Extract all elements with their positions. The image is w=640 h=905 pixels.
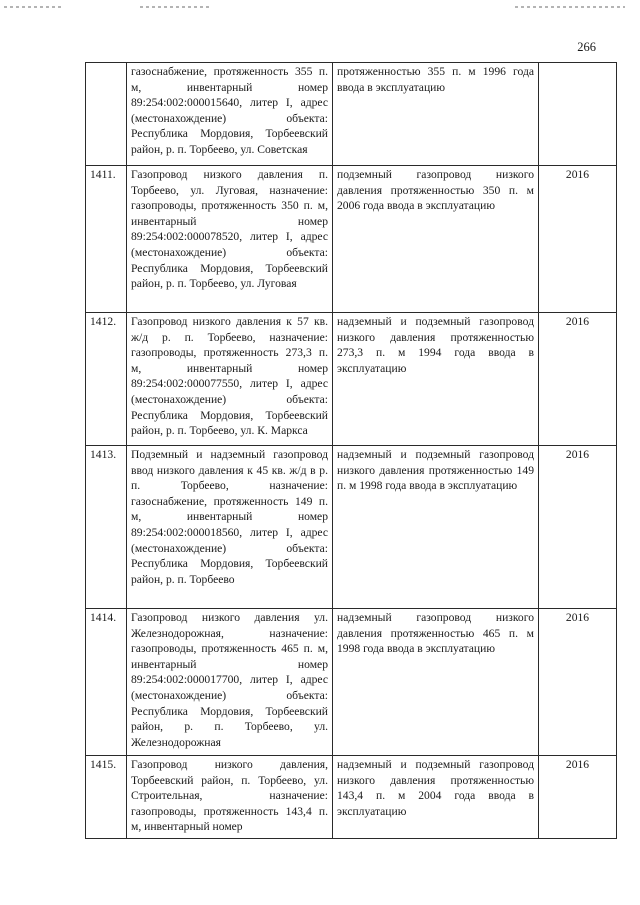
page-number: 266 [577,40,596,54]
object-characteristics: надземный и подземный газопровод низкого давления протяженностью 143,4 п. м 2004 года ввода в эксплуатацию [333,756,539,839]
row-number: 1415. [86,756,127,839]
table-row-1411 [86,166,617,313]
table-row-1414 [86,609,617,756]
object-description: Газопровод низкого давления, Торбеевский район, п. Торбеево, ул. Строительная, назначение: газопроводы, протяженность 143,4 п. м, инвентарный номер [127,756,333,839]
object-characteristics: надземный газопровод низкого давления протяженностью 465 п. м 1998 года ввода в эксплуатацию [333,609,539,756]
row-number: 1413. [86,446,127,609]
object-characteristics: подземный газопровод низкого давления протяженностью 350 п. м 2006 года ввода в эксплуатацию [333,166,539,313]
object-description: Газопровод низкого давления к 57 кв. ж/д р. п. Торбеево, назначение: газопроводы, протяженность 273,3 п. м, инвентарный номер 89:254:002:000077550, литер I, адрес (местонахождение) объекта: Республика Мордовия, Торбеевский район, р. п. Торбеево, ул. К. Маркса [127,313,333,446]
object-characteristics: протяженностью 355 п. м 1996 года ввода в эксплуатацию [333,63,539,166]
object-description: Газопровод низкого давления п. Торбеево, ул. Луговая, назначение: газопроводы, протяженность 350 п. м, инвентарный номер 89:254:002:000078520, литер I, адрес (местонахождение) объекта: Республика Мордовия, Торбеевский район, р. п. Торбеево, ул. Луговая [127,166,333,313]
transfer-year: 2016 [539,609,617,756]
object-description: газоснабжение, протяженность 355 п. м, инвентарный номер 89:254:002:000015640, литер I, адрес (местонахождение) объекта: Республика Мордовия, Торбеевский район, р. п. Торбеево, ул. Советская [127,63,333,166]
row-number: 1412. [86,313,127,446]
table-row-1413 [86,446,617,609]
scan-artifact-right [515,6,625,8]
table-row-1415 [86,756,617,839]
table-row-1412 [86,313,617,446]
transfer-year: 2016 [539,166,617,313]
row-number [86,63,127,166]
transfer-year: 2016 [539,756,617,839]
object-description: Подземный и надземный газопровод ввод низкого давления к 45 кв. ж/д в р. п. Торбеево, назначение: газоснабжение, протяженность 149 п. м, инвентарный номер 89:254:002:000018560, литер I, адрес (местонахождение) объекта: Республика Мордовия, Торбеевский район, р. п. Торбеево [127,446,333,609]
transfer-year: 2016 [539,313,617,446]
transfer-year [539,63,617,166]
object-characteristics: надземный и подземный газопровод низкого давления протяженностью 273,3 п. м 1994 года ввода в эксплуатацию [333,313,539,446]
scan-artifact-left [4,6,64,8]
property-registry-table [85,62,617,839]
table-row-continued [86,63,617,166]
scan-artifact-center [140,6,210,8]
row-number: 1411. [86,166,127,313]
object-characteristics: надземный и подземный газопровод низкого давления протяженностью 149 п. м 1998 года ввода в эксплуатацию [333,446,539,609]
row-number: 1414. [86,609,127,756]
transfer-year: 2016 [539,446,617,609]
object-description: Газопровод низкого давления ул. Железнодорожная, назначение: газопроводы, протяженность 465 п. м, инвентарный номер 89:254:002:000017700, литер I, адрес (местонахождение) объекта: Республика Мордовия, Торбеевский район, р. п. Торбеево, ул. Железнодорожная [127,609,333,756]
